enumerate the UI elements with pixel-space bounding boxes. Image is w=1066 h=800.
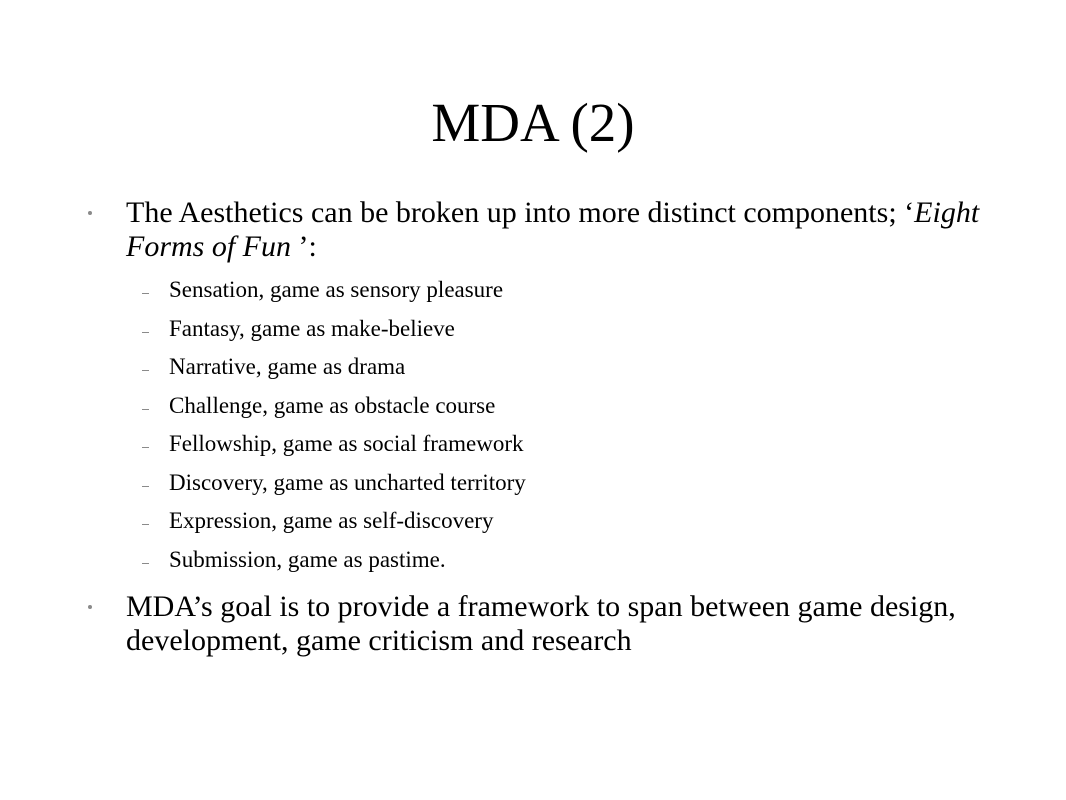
list-item-text: Fantasy, game as make-believe — [169, 315, 455, 341]
list-item — [169, 430, 526, 469]
dash-icon — [142, 370, 149, 371]
dash-icon — [142, 447, 149, 448]
list-item — [169, 315, 526, 354]
list-item — [169, 469, 526, 508]
list-item — [169, 353, 526, 392]
dash-icon — [142, 332, 149, 333]
dash-icon — [142, 524, 149, 525]
dash-icon — [142, 486, 149, 487]
bullet-dot-icon — [88, 211, 92, 215]
dash-icon — [142, 293, 149, 294]
list-item-text: Expression, game as self-discovery — [169, 508, 494, 533]
list-item-text: Fellowship, game as social framework — [169, 431, 524, 456]
list-item-text: Narrative, game as drama — [169, 354, 406, 379]
eight-forms-of-fun-text: Eight Forms of Fun — [126, 196, 980, 263]
bullet-aesthetics-text: The Aesthetics can be broken up into more distinct components; ‘ — [126, 196, 915, 229]
bullet-dot-icon — [88, 605, 92, 609]
list-item-text: Challenge, game as obstacle course — [169, 392, 496, 418]
slide-title: MDA (2) — [431, 92, 635, 153]
list-item — [169, 546, 526, 585]
dash-icon — [142, 409, 149, 410]
list-item — [169, 276, 526, 315]
bullet-mda-goal-text: MDA’s goal is to provide a framework to span between game design, development, game criticism and research — [126, 590, 956, 657]
list-item — [169, 507, 526, 546]
bullet-aesthetics-suffix: ’: — [291, 230, 317, 263]
forms-of-fun-list — [169, 276, 526, 584]
dash-icon — [142, 563, 149, 564]
list-item-text: Sensation, game as sensory pleasure — [169, 277, 504, 302]
bullet-aesthetics — [126, 196, 1006, 264]
list-item — [169, 392, 526, 431]
bullet-mda-goal — [126, 590, 1006, 658]
list-item-text: Submission, game as pastime. — [169, 546, 446, 572]
list-item-text: Discovery, game as uncharted territory — [169, 469, 526, 495]
